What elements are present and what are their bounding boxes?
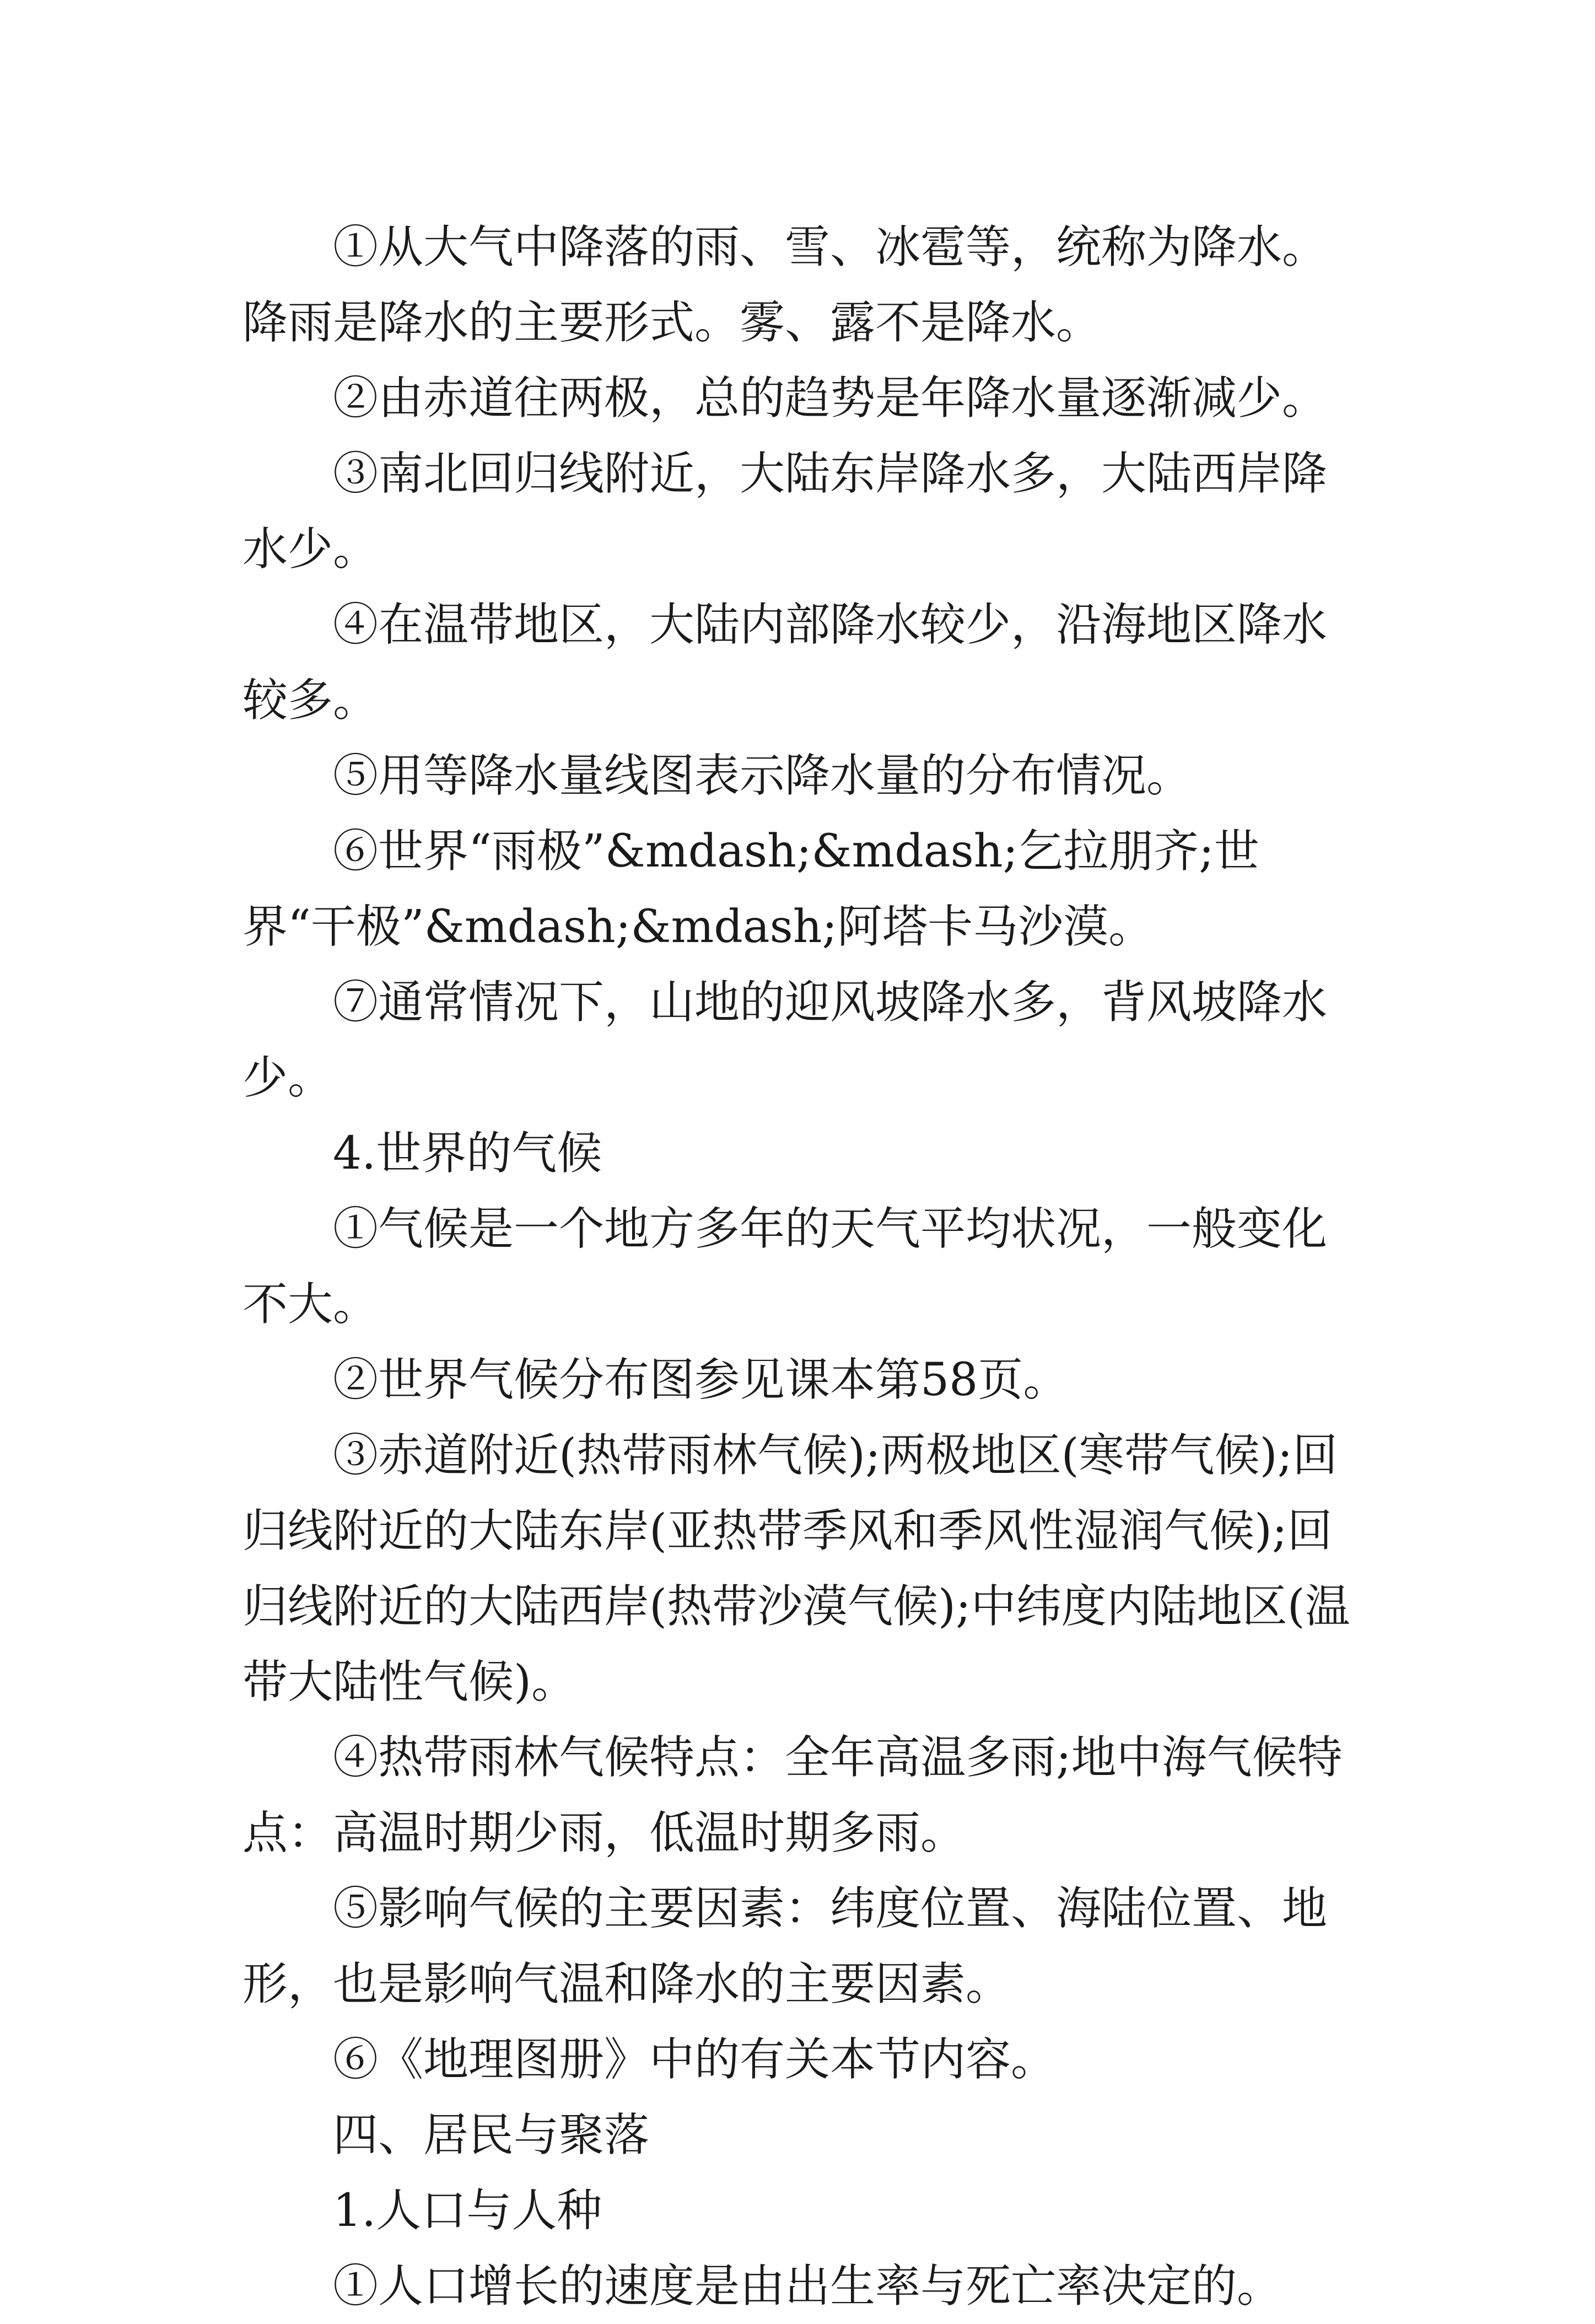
- section-heading-world-climate: 4.世界的气候: [333, 1127, 602, 1180]
- paragraph-climate-map-reference: ②世界气候分布图参见课本第58页。: [333, 1354, 1069, 1406]
- paragraph-rain-dry-poles: ⑥世界“雨极”&mdash;&mdash;乞拉朋齐;世界“干极”&mdash;&mdash;阿塔卡马沙漠。: [243, 825, 1259, 953]
- paragraph-climate-features: ④热带雨林气候特点：全年高温多雨;地中海气候特点：高温时期少雨，低温时期多雨。: [243, 1731, 1343, 1859]
- paragraph-climate-factors: ⑤影响气候的主要因素：纬度位置、海陆位置、地形，也是影响气温和降水的主要因素。: [243, 1882, 1328, 2010]
- chapter-heading-population-settlements: 四、居民与聚落: [333, 2109, 650, 2161]
- paragraph-isohyet-map: ⑤用等降水量线图表示降水量的分布情况。: [333, 750, 1192, 802]
- paragraph-temperate-zone: ④在温带地区，大陆内部降水较少，沿海地区降水较多。: [243, 599, 1328, 727]
- paragraph-windward-slope: ⑦通常情况下，山地的迎风坡降水多，背风坡降水少。: [243, 976, 1328, 1104]
- section-heading-population-race: 1.人口与人种: [333, 2185, 602, 2237]
- paragraph-climate-definition: ①气候是一个地方多年的天气平均状况，一般变化不大。: [243, 1203, 1328, 1331]
- paragraph-climate-zones: ③赤道附近(热带雨林气候);两极地区(寒带气候);回归线附近的大陆东岸(亚热带季风和季风性湿润气候);回归线附近的大陆西岸(热带沙漠气候);中纬度内陆地区(温带大陆性气候)。: [243, 1429, 1350, 1708]
- paragraph-precipitation-definition: ①从大气中降落的雨、雪、冰雹等，统称为降水。降雨是降水的主要形式。雾、露不是降水。: [243, 221, 1328, 349]
- document-body: [243, 209, 1367, 2324]
- paragraph-precipitation-trend: ②由赤道往两极，总的趋势是年降水量逐渐减少。: [333, 372, 1328, 424]
- paragraph-tropic-coasts: ③南北回归线附近，大陆东岸降水多，大陆西岸降水少。: [243, 448, 1328, 575]
- paragraph-population-growth: ①人口增长的速度是由出生率与死亡率决定的。: [333, 2260, 1283, 2312]
- paragraph-atlas-reference: ⑥《地理图册》中的有关本节内容。: [333, 2034, 1057, 2086]
